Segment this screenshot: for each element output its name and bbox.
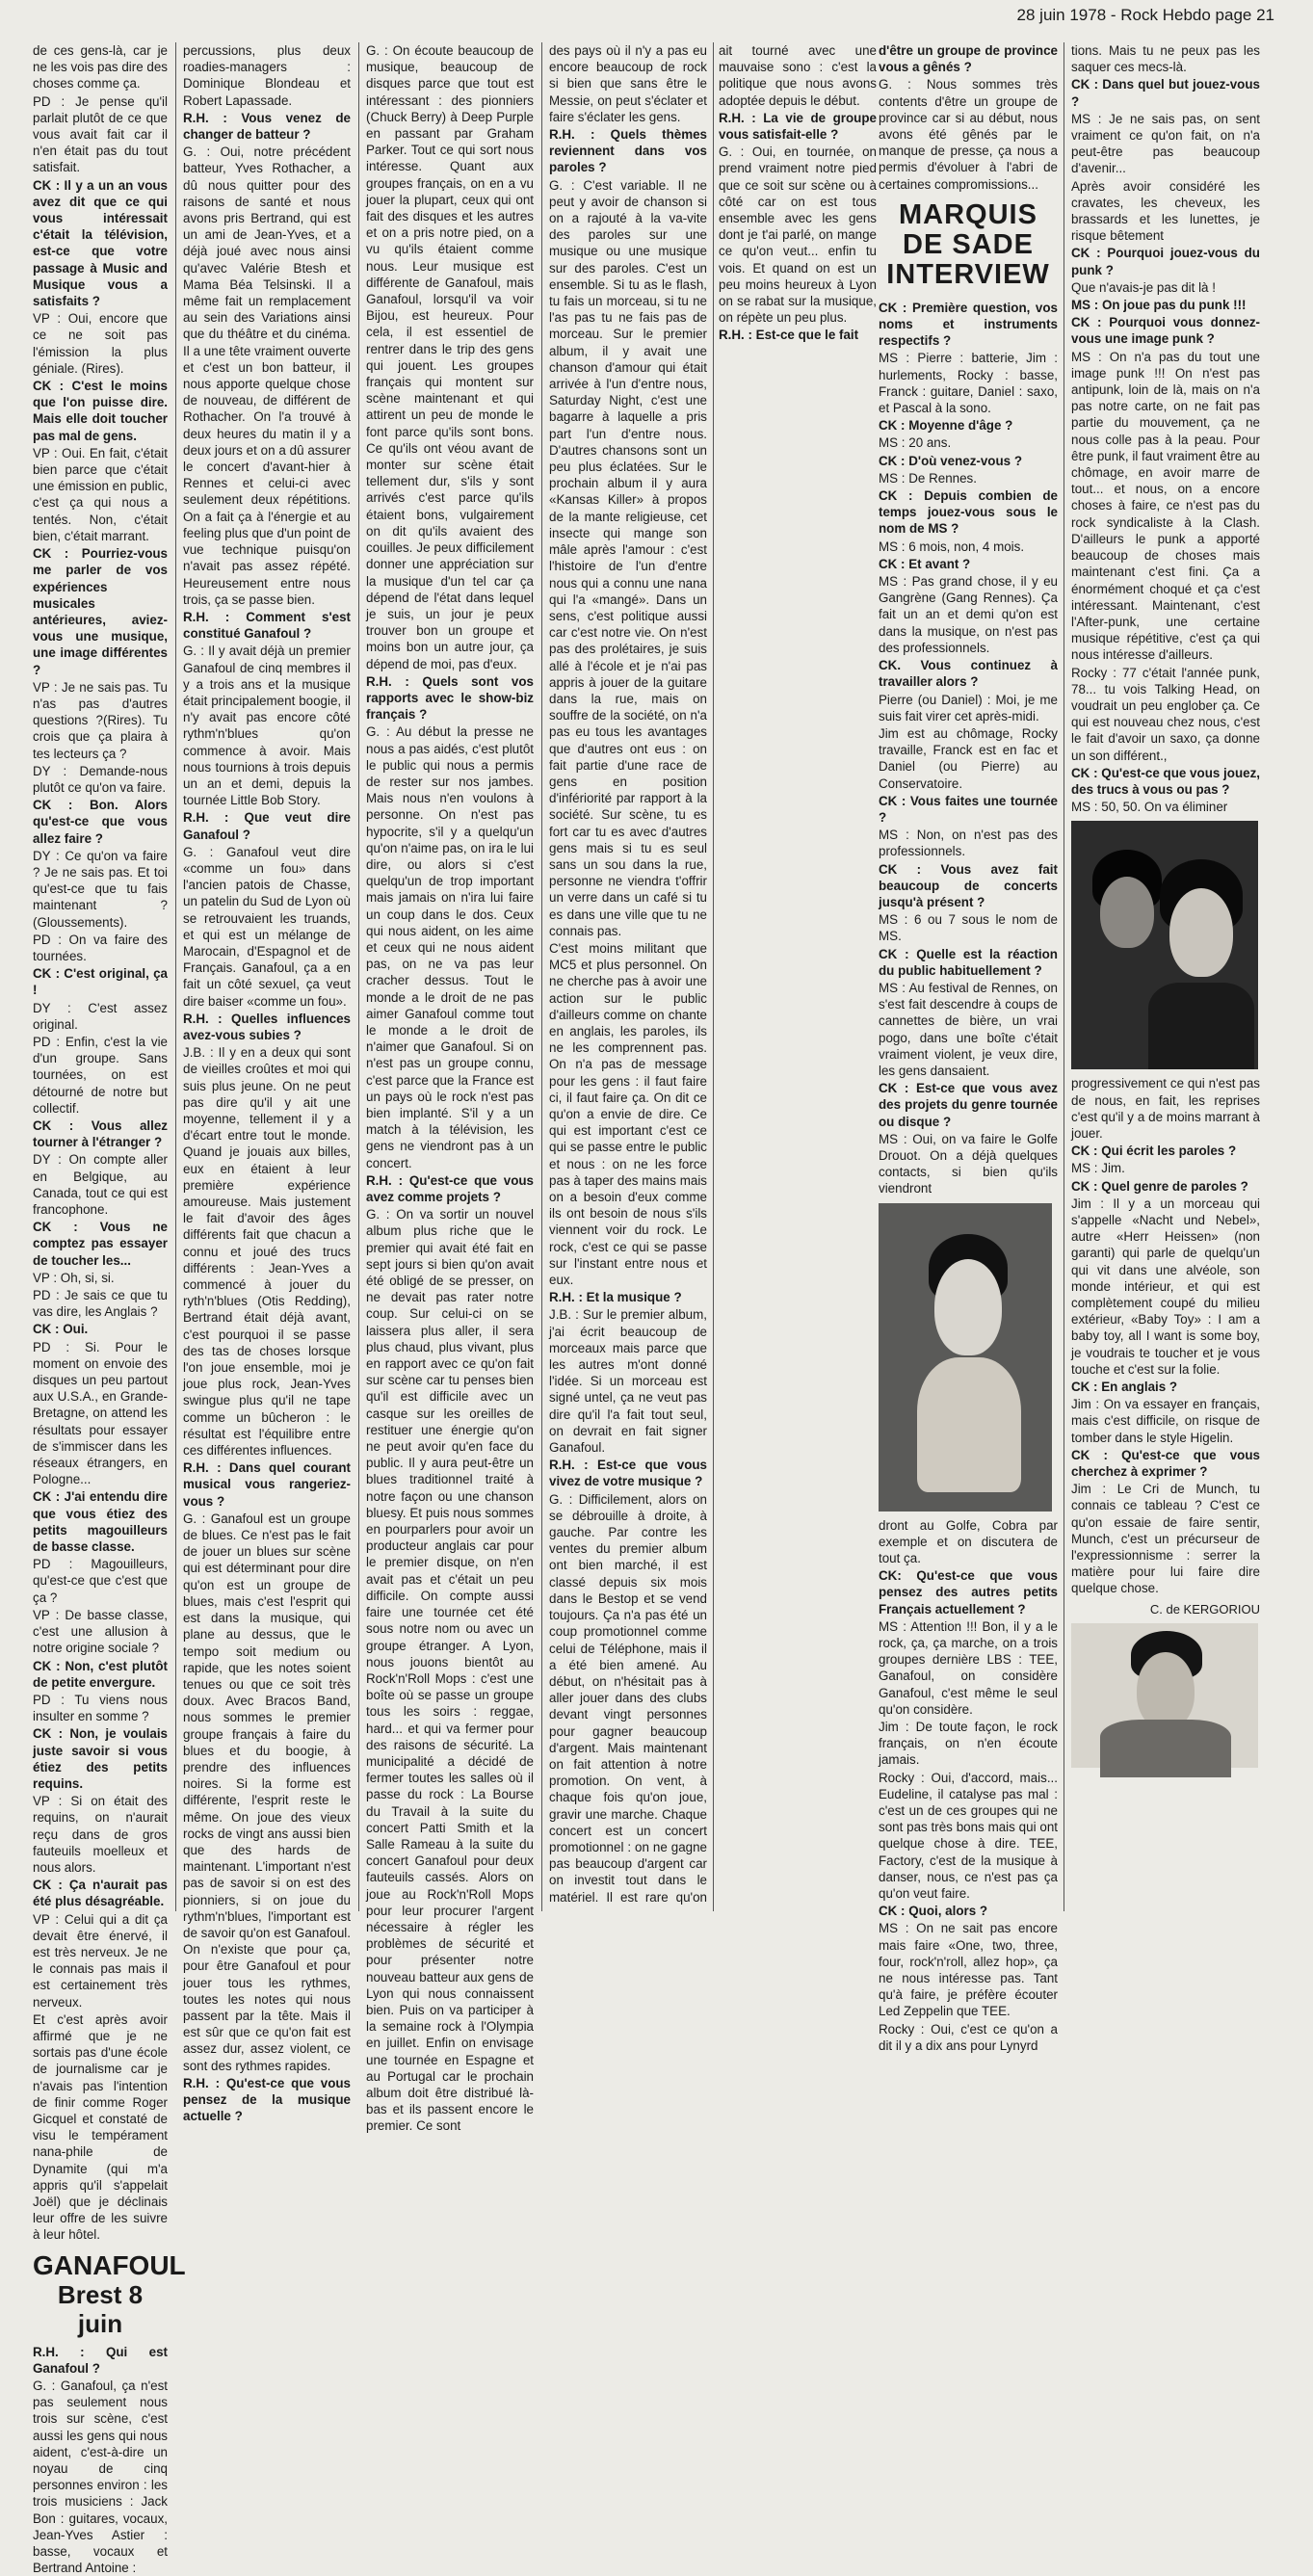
interview-question: CK : Et avant ? xyxy=(879,556,971,571)
marquis-title-line3: INTERVIEW xyxy=(886,258,1050,290)
interview-paragraph: Jim : De toute façon, le rock français, on n'en écoute jamais. xyxy=(879,1720,1058,1768)
interview-question: CK : Première question, vos noms et instruments respectifs ? xyxy=(879,300,1058,349)
col1-text xyxy=(33,42,168,2244)
interview-paragraph: MS : Je ne sais pas, on sent vraiment ce qu'on fait, on n'a peut-être pas beaucoup d'avenir... xyxy=(1071,111,1260,176)
interview-question: CK : Dans quel but jouez-vous ? xyxy=(1071,77,1260,109)
interview-paragraph: G. : Ganafoul, ça n'est pas seulement nous trois sur scène, c'est aussi les gens qui nous aident, c'est-à-dire un noyau de cinq personnes environ : les trois musiciens : Jack Bon : guitares, vocaux, Jean-Yves Astier : basse, vocaux et Bertrand Antoine : xyxy=(33,2379,168,2576)
ganafoul-title-line2: Brest 8 juin xyxy=(57,2279,144,2338)
interview-question: CK : Pourquoi jouez-vous du punk ? xyxy=(1071,246,1260,277)
interview-paragraph: G. : Ganafoul est un groupe de blues. Ce n'est pas le fait de jouer un blues sur scène qui est déterminant pour dire qu'on est un groupe de blues, mais c'est l'esprit qui est dans la musique, qui plane au dessus, que le tempo soit medium ou rapide, que les notes soient tenues ou que ce soit très doux. Avec Bracos Band, nous sommes le premier groupe français à faire du blues et du boogie, à prendre des influences noires. Si la forme est différente, l'esprit reste le même. On joue des vieux rocks de vingt ans aussi bien que des hards de maintenant. L'important n'est pas de savoir si on est des pionniers, si on joue du rythm'n'blues, l'important est de savoir qu'on est Ganafoul. On n'existe que pour ça, pour être Ganafoul et pour jouer tous les rythmes, toutes les notes qui nous passent par la tête. Mais il est sûr que ce qu'on fait est assez dur, assez violent, ce sont des rythmes rapides. xyxy=(183,1511,351,2073)
column-divider xyxy=(358,42,359,1911)
interview-paragraph: MS : Pierre : batterie, Jim : hurlements, Rocky : basse, Franck : guitare, Daniel : saxo, et Pascal à la sono. xyxy=(879,351,1058,416)
interview-question: R.H. : Dans quel courant musical vous rangeriez-vous ? xyxy=(183,1460,351,1509)
interview-question: CK : D'où venez-vous ? xyxy=(879,453,1023,468)
interview-question: CK : Ça n'aurait pas été plus désagréable. xyxy=(33,1878,168,1909)
interview-paragraph: VP : Celui qui a dit ça devait être énervé, il est très nerveux. Je ne le connais pas mais il est certainement très nerveux. xyxy=(33,1911,168,2010)
page-header: 28 juin 1978 - Rock Hebdo page 21 xyxy=(1016,6,1274,24)
interview-paragraph: C'est moins militant que MC5 et plus personnel. On ne cherche pas à avoir une action sur le public d'ailleurs comme on chante en anglais, les paroles, ils ne les comprennent pas. On n'a pas de message pour les gens : il faut faire ci, il faut faire ça. On dit ce qu'on a envie de dire. Ce qui est important c'est ce qui se passe entre le public et nous : on ne les force pas à taper des mains mais on a besoin d'eux comme ils ont besoin de nous s'ils viennent voir du rock. Le rock, c'est ce qui se passe sur l'instant entre nous et eux. xyxy=(549,940,707,1288)
interview-question: CK : Vous allez tourner à l'étranger ? xyxy=(33,1118,168,1150)
interview-paragraph: VP : De basse classe, c'est une allusion à notre origine sociale ? xyxy=(33,1607,168,1656)
interview-paragraph: MS : 50, 50. On va éliminer xyxy=(1071,800,1228,815)
author-credit: C. de KERGORIOU xyxy=(1149,1601,1260,1617)
interview-question: CK : Qu'est-ce que vous cherchez à exprimer ? xyxy=(1071,1447,1260,1480)
interview-paragraph: G. : Ganafoul veut dire «comme un fou» dans l'ancien patois de Chasse, un patelin du Sud de Lyon où se retrouvaient les truands, et qui est un mélange de Marocain, d'Espagnol et de Français. Ganafoul, ça a en fait un côté sexuel, ça veut dire baiser «comme un fou». xyxy=(183,844,351,1009)
interview-question: R.H. : Que veut dire Ganafoul ? xyxy=(183,810,351,842)
interview-question: R.H. : Quels sont vos rapports avec le show-biz français ? xyxy=(366,673,534,723)
interview-paragraph: dront au Golfe, Cobra par exemple et on discutera de tout ça. xyxy=(879,1517,1058,1565)
interview-question: CK : Qui écrit les paroles ? xyxy=(1071,1143,1237,1159)
interview-question: MS : On joue pas du punk !!! xyxy=(1071,298,1247,313)
interview-paragraph: Rocky : Oui, d'accord, mais... Eudeline, il catalyse pas mal : c'est un de ces groupes qui ne sont pas très bons mais qui ont quelque chose à dire. TEE, Factory, c'est de la musique à danser, nous, ce n'est pas ça qu'on veut faire. xyxy=(879,1770,1058,1902)
interview-paragraph: tions. Mais tu ne peux pas les saquer ces mecs-là. xyxy=(1071,43,1260,75)
ganafoul-title xyxy=(33,2249,186,2338)
interview-question: CK : Non, je voulais juste savoir si vous étiez des petits requins. xyxy=(33,1726,168,1791)
interview-paragraph: G. : Nous sommes très contents d'être un groupe de province car si au début, nous avons été gênés par le manque de presse, ça nous a permis d'évoluer à l'abri de certaines compromissions... xyxy=(879,77,1058,192)
interview-paragraph: G. : Difficilement, alors on se débrouille à droite, à gauche. Par contre les ventes du premier album ont bien marché, il est classé depuis six mois dans le Bestop et se vend toujours. Ça n'a pas été un coup promotionnel comme celui de Téléphone, mais il a été bien amené. Au début, on n'hésitait pas à aller jouer dans des clubs devant vingt personnes pour gagner beaucoup d'argent. Mais maintenant on fait attention à notre promotion. On vent, à chaque fois qu'on joue, gravir une marche. Chaque concert est un concert promotionnel : on ne gagne pas beaucoup d'argent car on investit tout dans le matériel. Il est rare qu'on ait tourné avec une mauvaise sono : c'est la politique que nous avons adoptée depuis le début. xyxy=(549,43,877,1905)
col4-text xyxy=(549,42,877,1911)
interview-paragraph: PD : Si. Pour le moment on envoie des disques un peu partout aux U.S.A., en Grande-Bretagne, on attend les résultats pour essayer de s'immiscer dans les réseaux étrangers, en Pologne... xyxy=(33,1339,168,1487)
interview-question: CK : Non, c'est plutôt de petite envergure. xyxy=(33,1658,168,1690)
interview-question: CK : Quoi, alors ? xyxy=(879,1904,988,1919)
interview-paragraph: MS : Au festival de Rennes, on s'est fait descendre à coups de cannettes de bière, un vrai pogo, dans une boîte c'était vraiment violent, je veux dire, les gens dansaient. xyxy=(879,980,1058,1078)
interview-question: R.H. : Est-ce que vous vivez de votre musique ? xyxy=(549,1458,707,1489)
interview-paragraph: Et c'est après avoir affirmé que je ne sortais pas d'une école de journalisme car je n'avais pas l'intention de finir comme Roger Gicquel et constaté de visu le tempérament nana-phile de Dynamite (qui m'a appris qu'il s'appelait Joël) que je déclinais leur offre de les suivre à leur hôtel. xyxy=(33,2011,168,2243)
interview-question: CK : J'ai entendu dire que vous étiez des petits magouilleurs de basse classe. xyxy=(33,1489,168,1555)
interview-question: R.H. : Vous venez de changer de batteur ? xyxy=(183,110,351,143)
interview-paragraph: VP : Oui. En fait, c'était bien parce que c'était une émission en public, c'est ça qui nous a tentés. Non, c'était bien, c'était marrant. xyxy=(33,445,168,543)
interview-paragraph: Rocky : Oui, c'est ce qu'on a dit il y a dix ans pour Lynyrd xyxy=(879,2021,1058,2053)
interview-question: R.H. : La vie de groupe vous satisfait-elle ? xyxy=(719,110,877,143)
interview-question: CK : En anglais ? xyxy=(1071,1380,1178,1394)
interview-paragraph: MS : Attention !!! Bon, il y a le rock, ça, ça marche, on a trois groupes dernière LBS : TEE, Ganafoul, on considère Ganafoul, c'est même le seul qu'on considère. xyxy=(879,1618,1058,1717)
interview-paragraph: G. : Il y avait déjà un premier Ganafoul de cinq membres il y a trois ans et la musique était principalement boogie, il n'y avait pas encore côté rythm'n'blues qu'on commence à avoir. Mais nous tournions à trois depuis un an et demi, depuis la tournée Little Bob Story. xyxy=(183,644,351,808)
col6-text xyxy=(1071,42,1260,815)
interview-question: R.H. : Quels thèmes reviennent dans vos paroles ? xyxy=(549,127,707,175)
interview-question: CK. Vous continuez à travailler alors ? xyxy=(879,658,1058,690)
column-1 xyxy=(33,42,186,2576)
interview-paragraph: DY : Ce qu'on va faire ? Je ne sais pas. Et toi qu'est-ce que tu fais maintenant ? (Gloussements). xyxy=(33,848,168,930)
interview-question: CK : Oui. xyxy=(33,1322,89,1337)
interview-paragraph: VP : Je ne sais pas. Tu n'as pas d'autres questions ?(Rires). Tu crois que ça plaira à tes lecteurs ça ? xyxy=(33,679,168,761)
interview-question: CK : Quelle est la réaction du public habituellement ? xyxy=(879,946,1058,978)
interview-question: CK : Pourriez-vous me parler de vos expériences musicales antérieures, aviez-vous une musique, une image différentes ? xyxy=(33,546,168,677)
interview-paragraph: PD : Je pense qu'il parlait plutôt de ce que vous avait fait car il n'en était pas du tout satisfait. xyxy=(33,93,168,175)
interview-question: CK : Depuis combien de temps jouez-vous sous le nom de MS ? xyxy=(879,488,1058,537)
interview-paragraph: PD : Enfin, c'est la vie d'un groupe. Sans tournées, on est détourné de notre but collectif. xyxy=(33,1034,168,1116)
interview-paragraph: G. : C'est variable. Il ne peut y avoir de chanson si on a rajouté à la va-vite des paroles sur une musique ou une musique sur des paroles. C'est un ensemble. Si tu as le flash, tu fais un morceau, si tu ne l'as pas tu ne fais pas de morceau. Sur le premier album, il y avait une chanson d'amour qui était arrivée à l'un d'entre nous, Saturday Night, c'est une bagarre à laquelle a pris part l'un d'entre nous. D'autres chansons sont un peu plus éclatées. Sur le prochain album il y aura «Kansas Killer» à propos de la mante religieuse, cet insecte qui mange son mâle après l'amour : c'est l'histoire de l'un d'entre nous qui a connu une nana qui l'a «mangé». Dans un sens, c'est politique aussi car c'est notre vie. On n'est pas des prolétaires, je suis allé à l'école et je n'ai pas appris à jouer de la guitare dans la rue, mais on souffre de la société, on n'a pas eu tous les avantages que d'autres ont eus : on fait partie d'une race de gens en position d'infériorité par rapport à la société. Sur scène, tu es fort car tu es avec d'autres gens mais si tu es seul sans un sou dans la rue, personne ne viendra t'offrir un verre dans un café si tu es dans une ville que tu ne connais pas. xyxy=(549,177,707,938)
interview-paragraph: G. : Oui, notre précédent batteur, Yves Rothacher, a dû nous quitter pour des raisons de santé et nous avons pris Bertrand, qui est un ami de Jean-Yves, et a déjà joué avec nous ainsi qu'avec Valérie Btesh et Mama Béa Telsinski. Il a même fait un remplacement au sein des Variations ainsi que du théâtre et du cinéma. Il a une tête vraiment ouverte et c'est un bon batteur, il nous apporte quelque chose de nouveau, de différent de Rothacher. On l'a trouvé à deux heures du matin il y a deux jours et on a dû assurer le concert d'avant-hier à Rennes et celui-ci avec seulement deux répétitions. On a fait ça à l'énergie et au feeling plus que d'un point de vue technique puisqu'on n'avait pas assez répété. Heureusement entre nous trois, ça se passe bien. xyxy=(183,145,351,607)
interview-question: CK : Est-ce que vous avez des projets du genre tournée ou disque ? xyxy=(879,1081,1058,1129)
ganafoul-title-line1: GANAFOUL xyxy=(33,2249,186,2280)
interview-paragraph: VP : Si on était des requins, on n'aurait reçu dans de gros fauteuils moelleux et nous alors. xyxy=(33,1794,168,1875)
column-divider xyxy=(175,42,176,1911)
interview-paragraph: DY : Demande-nous plutôt ce qu'on va faire. xyxy=(33,763,168,795)
interview-paragraph: Après avoir considéré les cravates, les cheveux, les brassards et les lunettes, je risque bêtement xyxy=(1071,178,1260,244)
interview-paragraph: G. : Au début la presse ne nous a pas aidés, c'est plutôt le public qui nous a permis de rester sur nos jambes. Mais nous n'en voulons à personne. On n'est pas hypocrite, s'il y a quelqu'un qu'on n'aime pas, on ira le lui dire, ou alors si c'est quelqu'un de trop important mais jamais on n'ira lui faire un coup dans le dos. Ceux qui nous aident, on les aime et ceux qui ne nous aident pas, on ne va pas leur cracher dessus. Tout le monde a le droit de ne pas aimer Ganafoul comme tout le monde a le droit de n'aimer que Ganafoul. Si on n'est pas un groupe connu, c'est parce que la France est un pays où le rock n'est pas bien implanté. S'il y a un match à la télévision, les gens ne viendront pas à un concert. xyxy=(366,724,534,1170)
interview-question: R.H. : Qui est Ganafoul ? xyxy=(33,2344,168,2376)
column-4 xyxy=(549,42,877,1911)
interview-paragraph: MS : 20 ans. xyxy=(879,435,952,451)
interview-question: CK : Bon. Alors qu'est-ce que vous allez faire ? xyxy=(33,798,168,846)
interview-paragraph: des pays où il n'y a pas eu encore beaucoup de rock si bien que sans être le Messie, on peut s'éclater et faire s'éclater les gens. xyxy=(549,43,707,124)
interview-paragraph: J.B. : Il y en a deux qui sont de vieilles croûtes et moi qui suis plus jeune. On ne peut pas dire qu'il y ait une moyenne, tellement il y a d'écart entre tout le monde. Quand je jouais aux billes, eux en étaient à leur première expérience amoureuse. Mais justement le fait d'avoir des âges différents fait que chacun a connu et joué des trucs différents : Jean-Yves a commencé à jouer du ryth'n'blues (Otis Redding), Bertrand était déjà avant, c'est pourquoi il se passe des tas de choses lorsque l'on joue ensemble, moi je joue plus rock, Jean-Yves swingue plus qu'il ne tape comme un bûcheron : le résultat est l'équilibre entre ces différentes influences. xyxy=(183,1045,351,1459)
interview-paragraph: percussions, plus deux roadies-managers : Dominique Blondeau et Robert Lapassade. xyxy=(183,43,351,108)
column-divider xyxy=(541,42,542,1911)
marquis-de-sade-title xyxy=(879,200,1058,290)
interview-paragraph: PD : On va faire des tournées. xyxy=(33,932,168,963)
interview-paragraph: PD : Tu viens nous insulter en somme ? xyxy=(33,1692,168,1724)
col1-after-text xyxy=(33,2344,168,2576)
marquis-title-line2: DE SADE xyxy=(903,228,1034,260)
column-6 xyxy=(1071,42,1260,1911)
col6-after-text xyxy=(1071,1075,1260,1596)
interview-paragraph: MS : On n'a pas du tout une image punk !!! On n'est pas antipunk, loin de là, mais on n'a pas notre carte, on ne fait pas partie du mouvement, ça ne nous colle pas à la peau. Pour être punk, il faut vraiment être au chômage, en avoir marre de tout... et nous, on a encore choses à faire, ce n'est pas du rock syndicaliste à la Clash. D'ailleurs le punk a apporté beaucoup de choses mais maintenant c'est fini. Ça a énormément choqué et ça c'est intéressant. Maintenant, c'est l'After-punk, une certaine musique répétitive, c'est ça qui nous intéresse d'ailleurs. xyxy=(1071,349,1260,663)
interview-question: R.H. : Qu'est-ce que vous avez comme projets ? xyxy=(366,1172,534,1205)
interview-question: R.H. : Qu'est-ce que vous pensez de la musique actuelle ? xyxy=(183,2075,351,2124)
interview-paragraph: PD : Magouilleurs, qu'est-ce que c'est que ça ? xyxy=(33,1557,168,1605)
interview-paragraph: Pierre (ou Daniel) : Moi, je me suis fait virer cet après-midi. xyxy=(879,692,1058,723)
interview-paragraph: MS : 6 mois, non, 4 mois. xyxy=(879,539,1025,554)
photo-band-duo xyxy=(1071,821,1258,1069)
col5-after-text xyxy=(879,1517,1058,2055)
interview-paragraph: MS : Non, on n'est pas des professionnels. xyxy=(879,828,1058,859)
interview-question: CK : Vous ne comptez pas essayer de toucher les... xyxy=(33,1220,168,1268)
interview-paragraph: G. : Oui, en tournée, on prend vraiment notre pied que ce soit sur scène ou à côté car on est tous ensemble avec les gens dont je t'ai parlé, on mange ce qu'on veut... enfin tu vois. Et quand on est un peu moins heureux à Lyon on se rabat sur la musique, on répète un peu plus. xyxy=(719,145,877,326)
col2-text xyxy=(183,42,351,2124)
interview-question: CK : Vous avez fait beaucoup de concerts jusqu'à présent ? xyxy=(879,861,1058,909)
interview-paragraph: G. : On va sortir un nouvel album plus riche que le premier qui avait été fait en sept jours si bien qu'on avait été obligé de se presser, on ne devait pas rater notre coup. Sur celui-ci on se laissera plus aller, il sera plus chaud, plus vivant, plus en rapport avec ce qu'on fait sur scène car tu penses bien qu'il est difficile avec un casque sur les oreilles de restituer une énergie qu'on ne peut avoir qu'en face du public. Il y aura peut-être un blues traditionnel traité à notre façon ou une chanson bluesy. Et puis nous sommes en pourparlers pour avoir un producteur anglais car pour le premier disque, on n'en avait pas et c'était un peu difficile. On compte aussi faire une tournée cet été sous notre nom ou avec un groupe étranger. A Lyon, nous jouons bientôt au Rock'n'Roll Mops : c'est une boîte où se passe un groupe tous les soirs : reggae, hard... et qui va fermer pour des raisons de sécurité. La municipalité a décidé de fermer toutes les salles où il passe du rock : La Bourse du Travail à la suite du concert Patti Smith et la Salle Rameau à la suite du concert Ganafoul pour deux fauteuils cassés. Alors on joue au Rock'n'Roll Mops pour leur procurer l'argent nécessaire à régler les problèmes de sécurité et pour présenter notre nouveau batteur aux gens de Lyon qui nous connaissent bien. Puis on va participer à la semaine rock à l'Olympia en juillet. Enfin on envisage une tournée en Espagne et au Portugal car le prochain album doit être distribué là-bas et ils passent encore le premier. Ce sont xyxy=(366,1207,534,2134)
interview-paragraph: MS : Pas grand chose, il y eu Gangrène (Gang Rennes). Ça fait un an et demi qu'on est dans la musique, on n'est pas des professionnels. xyxy=(879,574,1058,655)
col5-top-text xyxy=(879,42,1058,193)
interview-paragraph: VP : Oh, si, si. xyxy=(33,1270,115,1285)
interview-question: R.H. : Quelles influences avez-vous subies ? xyxy=(183,1011,351,1042)
interview-paragraph: MS : 6 ou 7 sous le nom de MS. xyxy=(879,912,1058,944)
col5-text xyxy=(879,300,1058,1197)
interview-question: CK : Il y a un an vous avez dit que ce qui vous intéressait c'était la télévision, est-ce que votre passage à Music and Musique vous a satisfaits ? xyxy=(33,177,168,309)
interview-question: d'être un groupe de province vous a gênés ? xyxy=(879,43,1058,75)
interview-paragraph: VP : Oui, encore que ce ne soit pas l'émission la plus géniale. (Rires). xyxy=(33,311,168,376)
column-3 xyxy=(366,42,534,2134)
interview-paragraph: Jim : Il y a un morceau qui s'appelle «Nacht und Nebel», autre «Herr Heissen» (non garanti) qui parle de quelqu'un qui vit dans une alvéole, son monde intérieur, et qui est complètement coupé du milieu extérieur, «Baby Toy» : I am a baby toy, all I want is some boy, je voudrais te toucher et je vous touche et c'est sur la folie. xyxy=(1071,1196,1260,1377)
interview-paragraph: DY : On compte aller en Belgique, au Canada, tout ce qui est francophone. xyxy=(33,1152,168,1218)
marquis-title-line1: MARQUIS xyxy=(899,198,1037,230)
interview-question: CK : Quel genre de paroles ? xyxy=(1071,1178,1248,1194)
column-2 xyxy=(183,42,351,2124)
interview-question: R.H. : Est-ce que le fait xyxy=(719,328,859,343)
photo-singer xyxy=(1071,1623,1258,1768)
interview-paragraph: G. : On écoute beaucoup de musique, beaucoup de disques parce que tout est intéressant : des pionniers (Chuck Berry) à Deep Purple en passant par Graham Parker. Tout ce qui sort nous intéresse. Quant aux groupes français, on en a vu jouer la plupart, ceux qui ont fait des disques et les autres et on a pris notre pied, on a vu qu'ils étaient comme nous. Leur musique est différente de Ganafoul, mais Ganafoul, lorsqu'il va voir Bijou, est heureux. Pour cela, il est essentiel de rentrer dans le trip des gens qui jouent. Les groupes français qui montent sur scène maintenant et qui attirent un peu de monde le font parce qu'ils sont bons. Ce qu'ils ont véou avant de monter sur scène était tellement dur, s'ils y sont arrivés c'est parce qu'ils étaient bons, vulgairement on dit qu'ils avaient des couilles. Je peux difficilement donner une appréciation sur la musique d'un tel car ça dépend de l'état dans lequel je suis, un jour je peux trouver bon un groupe et moins bon un autre jour, ça dépend de moi, pas d'eux. xyxy=(366,43,534,671)
interview-question: CK : Pourquoi vous donnez-vous une image punk ? xyxy=(1071,315,1260,347)
interview-paragraph: MS : De Rennes. xyxy=(879,470,977,486)
interview-paragraph: Rocky : 77 c'était l'année punk, 78... tu vois Talking Head, on voudrait un peu englober ça. Ce qui est nouveau chez nous, c'est le fait d'avoir un saxo, ça donne un son différent., xyxy=(1071,665,1260,763)
interview-question: CK : C'est original, ça ! xyxy=(33,966,168,998)
interview-question: CK : C'est le moins que l'on puisse dire. Mais elle doit toucher pas mal de gens. xyxy=(33,379,168,443)
interview-paragraph: Jim : Le Cri de Munch, tu connais ce tableau ? C'est ce qu'on essaie de faire sentir, Munch, c'est un précurseur de l'expressionnisme : serrer la matière pour lui faire dire quelque chose. xyxy=(1071,1482,1260,1596)
photo-band-member xyxy=(879,1203,1052,1511)
interview-question: CK : Vous faites une tournée ? xyxy=(879,793,1058,825)
interview-question: CK : Qu'est-ce que vous jouez, des trucs à vous ou pas ? xyxy=(1071,765,1260,797)
interview-paragraph: J.B. : Sur le premier album, j'ai écrit beaucoup de morceaux mais parce que les autres m'ont donné l'idée. Si un morceau est signé untel, ça ne veut pas dire qu'il l'a fait tout seul, on devrait en fait signer Ganafoul. xyxy=(549,1307,707,1456)
interview-question: R.H. : Comment s'est constitué Ganafoul ? xyxy=(183,609,351,642)
interview-paragraph: MS : Oui, on va faire le Golfe Drouot. On a déjà quelques contacts, si bien qu'ils viendront xyxy=(879,1131,1058,1196)
interview-paragraph: DY : C'est assez original. xyxy=(33,1000,168,1032)
interview-paragraph: Jim est au chômage, Rocky travaille, Franck est en fac et Daniel (ou Pierre) au Conservatoire. xyxy=(879,725,1058,791)
interview-paragraph: Jim : On va essayer en français, mais c'est difficile, on risque de tomber dans le style Higelin. xyxy=(1071,1397,1260,1445)
interview-question: CK: Qu'est-ce que vous pensez des autres petits Français actuellement ? xyxy=(879,1568,1058,1617)
interview-paragraph: de ces gens-là, car je ne les vois pas dire des choses comme ça. xyxy=(33,43,168,92)
interview-paragraph: Que n'avais-je pas dit là ! xyxy=(1071,279,1216,295)
interview-paragraph: PD : Je sais ce que tu vas dire, les Anglais ? xyxy=(33,1288,168,1320)
interview-paragraph: MS : On ne sait pas encore mais faire «One, two, three, four, rock'n'roll, allez hop», ça ne nous intéresse pas. Tant qu'à faire, je préfère écouter Led Zeppelin que TEE. xyxy=(879,1921,1058,2019)
interview-question: R.H. : Et la musique ? xyxy=(549,1290,682,1305)
col3-text xyxy=(366,42,534,2135)
column-5 xyxy=(879,42,1058,2053)
interview-question: CK : Moyenne d'âge ? xyxy=(879,418,1013,434)
interview-paragraph: MS : Jim. xyxy=(1071,1161,1125,1176)
interview-paragraph: progressivement ce qui n'est pas de nous, en fait, les reprises c'est qu'il y a de moins marrant à jouer. xyxy=(1071,1076,1260,1141)
